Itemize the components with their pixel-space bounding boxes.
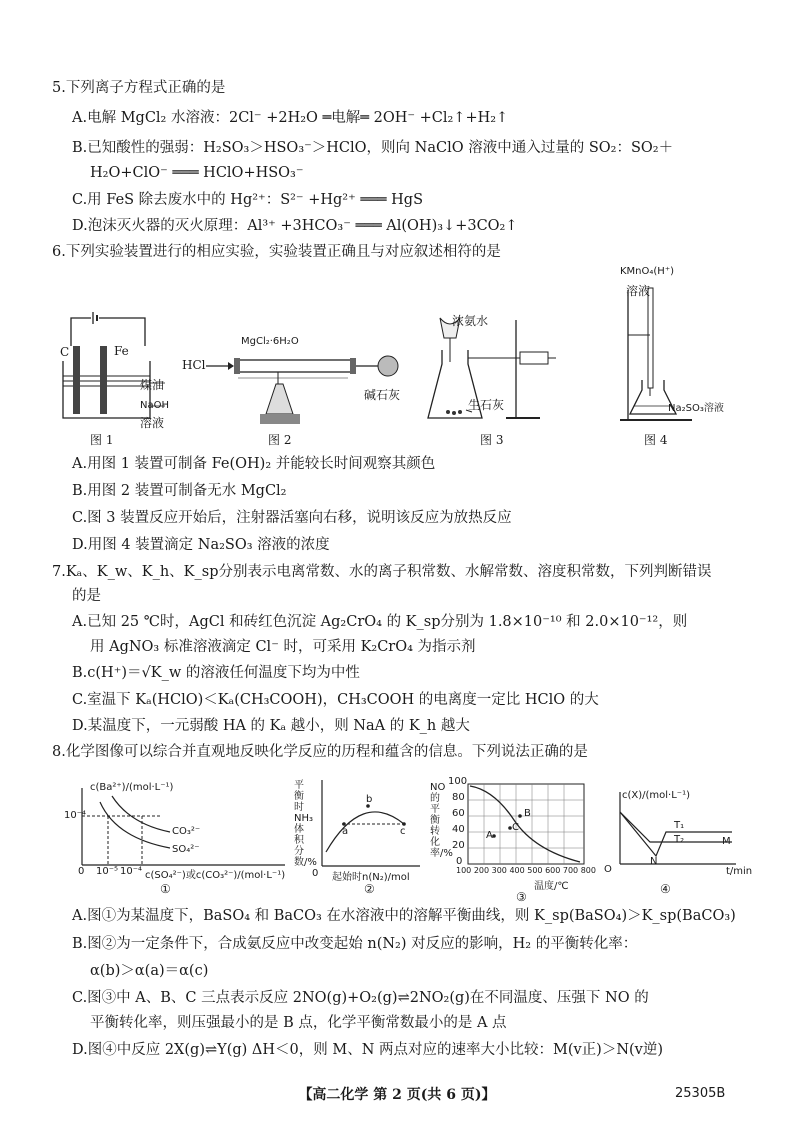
fig1-caption: 图 1 xyxy=(90,433,114,447)
graph3-ytick-80: 80 xyxy=(452,792,465,803)
graph3-point-b: B xyxy=(524,808,531,819)
fig3-label-quicklime: 生石灰 xyxy=(468,398,505,412)
fig2-label-hcl: HCl xyxy=(182,358,206,372)
q8-option-b-line2: α(b)＞α(a)＝α(c) xyxy=(90,963,209,979)
fig4-label-na2so3: Na₂SO₃溶液 xyxy=(668,403,724,414)
graph1-curve-co3: CO₃²⁻ xyxy=(172,826,201,837)
graph2-origin: 0 xyxy=(312,868,319,879)
q5-option-b-line2: H₂O+ClO⁻ ═══ HClO+HSO₃⁻ xyxy=(90,165,304,181)
fig1-label-solution: 溶液 xyxy=(140,416,165,430)
graph4-t1: T₁ xyxy=(674,820,685,831)
graph4-caption: ④ xyxy=(660,882,671,896)
fig3-label-ammonia: 浓氨水 xyxy=(452,314,489,328)
q6-option-c: C.图 3 装置反应开始后，注射器活塞向右移，说明该反应为放热反应 xyxy=(72,510,512,526)
graph3-point-a: A xyxy=(486,830,493,841)
graph4-point-n: N xyxy=(650,856,658,867)
graph1-caption: ① xyxy=(160,882,171,896)
fig2-caption: 图 2 xyxy=(268,433,292,447)
fig1-label-c: C xyxy=(60,345,70,359)
graph1-curve-so4: SO₄²⁻ xyxy=(172,844,200,855)
graph3-ytick-60: 60 xyxy=(452,808,465,819)
q7-option-c: C.室温下 Kₐ(HClO)＜Kₐ(CH₃COOH)，CH₃COOH 的电离度一定比 HClO 的大 xyxy=(72,692,599,708)
q7-option-a-line1: A.已知 25 ℃时，AgCl 和砖红色沉淀 Ag₂CrO₄ 的 K_sp分别为 1.8×10⁻¹⁰ 和 2.0×10⁻¹²，则 xyxy=(72,614,688,630)
fig1-label-fe: Fe xyxy=(114,344,129,358)
q8-option-c-line2: 平衡转化率，则压强最小的是 B 点，化学平衡常数最小的是 A 点 xyxy=(90,1015,507,1031)
graph2-ylabel: 平衡时NH₃体积分数/% xyxy=(294,780,317,868)
q5-stem: 5.下列离子方程式正确的是 xyxy=(52,80,226,96)
graph1-ytick: 10⁻⁴ xyxy=(64,810,87,821)
graph3-caption: ③ xyxy=(516,890,527,904)
graph1-xtick-0: 0 xyxy=(78,866,85,877)
exam-code: 25305B xyxy=(675,1086,726,1101)
q8-option-b-line1: B.图②为一定条件下，合成氨反应中改变起始 n(N₂) 对反应的影响，H₂ 的平衡转化率： xyxy=(72,936,638,952)
q6-option-b: B.用图 2 装置可制备无水 MgCl₂ xyxy=(72,483,287,499)
graph3-xlabel: 温度/℃ xyxy=(534,881,569,892)
q8-option-d: D.图④中反应 2X(g)⇌Y(g) ΔH＜0，则 M、N 两点对应的速率大小比较：M(v正)＞N(v逆) xyxy=(72,1042,664,1058)
graph1-xtick-1: 10⁻⁵ xyxy=(96,866,119,877)
graph-2-ammonia xyxy=(312,776,422,876)
graph4-t2: T₂ xyxy=(674,834,685,845)
q8-stem: 8.化学图像可以综合并直观地反映化学反应的历程和蕴含的信息。下列说法正确的是 xyxy=(52,744,588,760)
q6-stem: 6.下列实验装置进行的相应实验，实验装置正确且与对应叙述相符的是 xyxy=(52,244,501,260)
graph3-ytick-20: 20 xyxy=(452,840,465,851)
graph4-xlabel: t/min xyxy=(726,866,753,877)
fig2-label-mgcl2: MgCl₂·6H₂O xyxy=(241,336,299,347)
graph2-point-b: b xyxy=(366,794,373,805)
graph3-ytick-100: 100 xyxy=(448,776,468,787)
fig2-label-soda-lime: 碱石灰 xyxy=(364,388,401,402)
graph4-origin: O xyxy=(604,864,612,875)
graph1-xlabel: c(SO₄²⁻)或c(CO₃²⁻)/(mol·L⁻¹) xyxy=(145,870,286,881)
graph3-ylabel: NO的平衡转化率/% xyxy=(430,782,453,859)
graph3-ytick-40: 40 xyxy=(452,824,465,835)
graph2-point-a: a xyxy=(342,826,349,837)
q5-option-b-line1: B.已知酸性的强弱：H₂SO₃＞HSO₃⁻＞HClO，则向 NaClO 溶液中通入过量的 SO₂：SO₂＋ xyxy=(72,140,674,156)
graph3-xticks: 100 200 300 400 500 600 700 800 xyxy=(456,866,596,875)
graph3-point-c: C xyxy=(512,822,519,833)
q6-option-d: D.用图 4 装置滴定 Na₂SO₃ 溶液的浓度 xyxy=(72,537,330,553)
fig4-label-kmno4: KMnO₄(H⁺) xyxy=(620,266,675,277)
fig1-label-oil: 煤油 xyxy=(140,378,165,392)
fig4-caption: 图 4 xyxy=(644,433,668,447)
graph4-ylabel: c(X)/(mol·L⁻¹) xyxy=(622,790,690,801)
graph3-ytick-0: 0 xyxy=(456,856,463,867)
graph-3-no-conversion xyxy=(464,780,588,872)
graph2-caption: ② xyxy=(364,882,375,896)
q5-option-c: C.用 FeS 除去废水中的 Hg²⁺：S²⁻ +Hg²⁺ ═══ HgS xyxy=(72,192,424,208)
q7-option-a-line2: 用 AgNO₃ 标准溶液滴定 Cl⁻ 时，可采用 K₂CrO₄ 为指示剂 xyxy=(90,639,476,655)
graph1-xtick-2: 10⁻⁴ xyxy=(120,866,143,877)
q5-option-d: D.泡沫灭火器的灭火原理：Al³⁺ +3HCO₃⁻ ═══ Al(OH)₃↓+3CO₂↑ xyxy=(72,218,518,234)
page-footer: 【高二化学 第 2 页(共 6 页)】 xyxy=(298,1087,496,1103)
fig1-label-naoh: NaOH xyxy=(140,400,169,411)
graph4-point-m: M xyxy=(722,836,731,847)
graph2-point-c: c xyxy=(400,826,406,837)
fig4-label-solution: 溶液 xyxy=(626,284,651,298)
fig3-caption: 图 3 xyxy=(480,433,504,447)
q8-option-c-line1: C.图③中 A、B、C 三点表示反应 2NO(g)+O₂(g)⇌2NO₂(g)在不同温度、压强下 NO 的 xyxy=(72,990,649,1006)
q7-option-b: B.c(H⁺)＝√K_w 的溶液任何温度下均为中性 xyxy=(72,665,360,681)
q7-stem-line1: 7.Kₐ、K_w、K_h、K_sp分别表示电离常数、水的离子积常数、水解常数、溶度积常数，下列判断错误 xyxy=(52,564,712,580)
graph2-xlabel: 起始时n(N₂)/mol xyxy=(332,872,410,883)
q7-stem-line2: 的是 xyxy=(72,588,101,604)
graph1-ylabel: c(Ba²⁺)/(mol·L⁻¹) xyxy=(90,782,174,793)
q8-option-a: A.图①为某温度下，BaSO₄ 和 BaCO₃ 在水溶液中的溶解平衡曲线，则 K_sp(BaSO₄)＞K_sp(BaCO₃) xyxy=(72,908,736,924)
q7-option-d: D.某温度下，一元弱酸 HA 的 Kₐ 越小，则 NaA 的 K_h 越大 xyxy=(72,718,470,734)
q5-option-a: A.电解 MgCl₂ 水溶液：2Cl⁻ +2H₂O ═电解═ 2OH⁻ +Cl₂↑+H₂↑ xyxy=(72,110,509,126)
q6-option-a: A.用图 1 装置可制备 Fe(OH)₂ 并能较长时间观察其颜色 xyxy=(72,456,436,472)
